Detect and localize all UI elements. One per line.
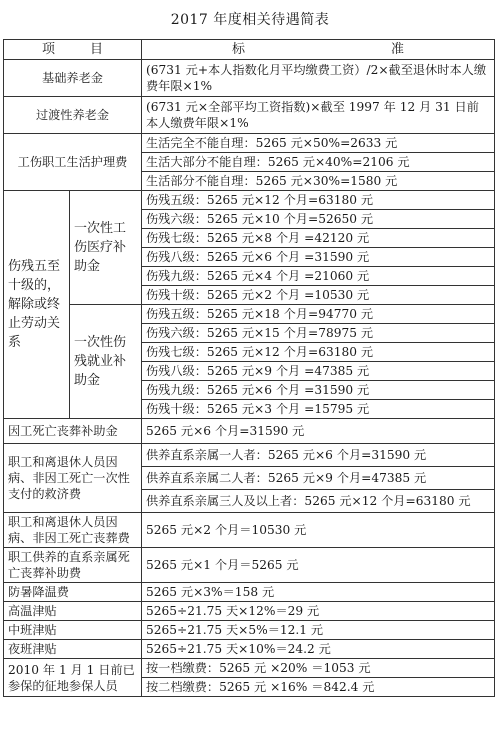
row-value: 5265÷21.75 天×12%＝29 元 [142,602,495,621]
row-value: 伤残十级：5265 元×3 个月 =15795 元 [142,400,495,419]
row-value: 生活完全不能自理：5265 元×50%=2633 元 [142,134,495,153]
table-row [4,191,495,210]
row-value: 5265 元×2 个月＝10530 元 [142,513,495,548]
table-row [4,444,495,467]
table-row [4,602,495,621]
row-value: 伤残六级：5265 元×10 个月=52650 元 [142,210,495,229]
row-value: 5265 元×1 个月＝5265 元 [142,548,495,583]
header-standard: 标 准 [142,40,495,60]
row-value: 伤残五级：5265 元×12 个月=63180 元 [142,191,495,210]
row-value: 生活大部分不能自理：5265 元×40%=2106 元 [142,153,495,172]
row-label: 基础养老金 [4,60,142,97]
table-row [4,640,495,659]
row-value: 5265 元×3%＝158 元 [142,583,495,602]
row-value: 伤残十级：5265 元×2 个月 =10530 元 [142,286,495,305]
row-value: 供养直系亲属二人者：5265 元×9 个月=47385 元 [142,467,495,490]
row-value: 伤残七级：5265 元×8 个月 =42120 元 [142,229,495,248]
sub-label: 一次性伤残就业补助金 [70,305,142,419]
table-row [4,513,495,548]
row-value: 5265÷21.75 天×5%＝12.1 元 [142,621,495,640]
row-label: 职工和离退休人员因病、非因工死亡丧葬费 [4,513,142,548]
row-value: 5265 元×6 个月=31590 元 [142,419,495,444]
row-value: 伤残六级：5265 元×15 个月=78975 元 [142,324,495,343]
table-row [4,60,495,97]
row-label: 过渡性养老金 [4,97,142,134]
table-title: 2017 年度相关待遇简表 [170,12,330,28]
row-value: 伤残八级：5265 元×9 个月 =47385 元 [142,362,495,381]
row-value: 伤残七级：5265 元×12 个月=63180 元 [142,343,495,362]
row-label: 中班津贴 [4,621,142,640]
row-label: 职工和离退休人员因病、非因工死亡一次性支付的救济费 [4,444,142,513]
row-value: 伤残九级：5265 元×6 个月 =31590 元 [142,381,495,400]
row-value: 伤残八级：5265 元×6 个月 =31590 元 [142,248,495,267]
row-label: 职工供养的直系亲属死亡丧葬补助费 [4,548,142,583]
row-label: 伤残五至十级的，解除或终止劳动关系 [4,191,70,419]
table-row [4,134,495,153]
row-value: 供养直系亲属三人及以上者：5265 元×12 个月=63180 元 [142,490,495,513]
row-label: 防暑降温费 [4,583,142,602]
sub-label: 一次性工伤医疗补助金 [70,191,142,305]
table-row [4,621,495,640]
table-row [4,97,495,134]
table-row [4,305,495,324]
row-label: 因工死亡丧葬补助金 [4,419,142,444]
row-value: 伤残五级：5265 元×18 个月=94770 元 [142,305,495,324]
table-row [4,659,495,678]
row-value: 供养直系亲属一人者：5265 元×6 个月=31590 元 [142,444,495,467]
table-row [4,419,495,444]
row-value: 按一档缴费：5265 元 ×20% ＝1053 元 [142,659,495,678]
row-value: 伤残九级：5265 元×4 个月 =21060 元 [142,267,495,286]
row-value: 生活部分不能自理：5265 元×30%=1580 元 [142,172,495,191]
row-label: 工伤职工生活护理费 [4,134,142,191]
row-value: (6731 元×全部平均工资指数)×截至 1997 年 12 月 31 日前本人缴费年限×1% [142,97,495,134]
header-item: 项 目 [4,40,142,60]
header-row [4,40,495,60]
benefits-table [3,39,495,697]
row-value: 5265÷21.75 天×10%＝24.2 元 [142,640,495,659]
row-label: 2010 年 1 月 1 日前已参保的征地参保人员 [4,659,142,697]
table-row [4,583,495,602]
row-value: 按二档缴费：5265 元 ×16% ＝842.4 元 [142,678,495,697]
table-row [4,548,495,583]
row-value: (6731 元+本人指数化月平均缴费工资）/2×截至退休时本人缴费年限×1% [142,60,495,97]
row-label: 高温津贴 [4,602,142,621]
row-label: 夜班津贴 [4,640,142,659]
